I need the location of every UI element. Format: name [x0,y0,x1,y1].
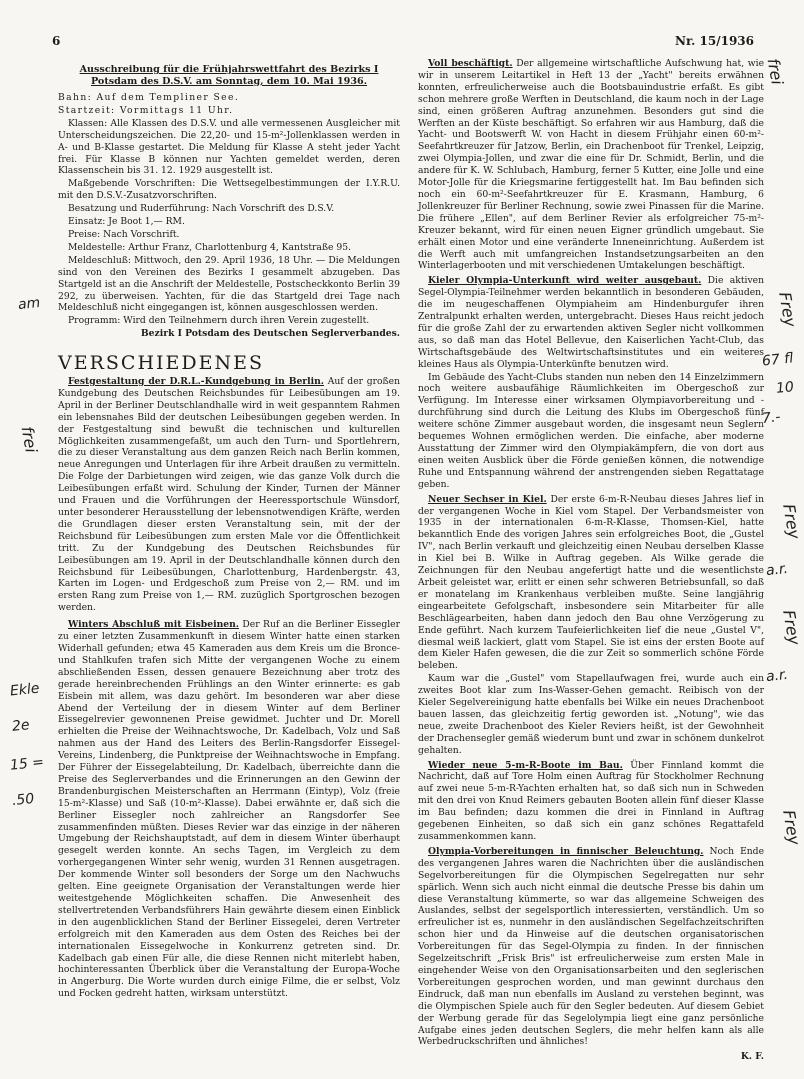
article-drl-text: Auf der großen Kundgebung des Deutschen Reichsbundes für Leibesübungen am 19. April in der Berliner Deutschlandhalle wird in weit gespanntem Rahmen ein lebensnahes Bild der deutschen Leibesübungen gegeben werden. In der Festgestaltung sind bewußt die technischen und kulturellen Möglichkeiten zusammengefaßt, um auch den Turn- und Sportlehrern, die zu dieser Veranstaltung aus dem ganzen Reich nach Berlin kommen, neue Anregungen und Unterlagen für ihre Arbeit draußen zu vermitteln. Die Folge der Darbietungen wird zeigen, wie das ganze Volk durch die Leibesübungen erfaßt wird. Schulung der Kinder, Turnen der Männer und Frauen und die Vorführungen der Heeressportschule Wünsdorf, unter besonderer Herausstellung der lebensnotwendigen Kräfte, werden die Grundlagen dieser ersten Veranstaltung sein, mit der der Reichsbund für Leibesübungen zum ersten Male vor die Öffentlichkeit tritt. Zu der Kundgebung des Deutschen Reichsbundes für Leibesübungen am 19. April in der Deutschlandhalle können durch den Reichsbund für Leibesübungen, Charlottenburg, Hardenbergstr. 43, Karten im Logen- und Erdgeschoß zum Preise von 2,— RM. und im ersten Rang zum Preise von 1,— RM. zuzüglich Sportgroschen bezogen werden. [58,376,400,614]
article-voll-title: Voll beschäftigt. [428,58,513,69]
handwriting-frey-2: Frey [779,502,804,541]
handwriting-frei-top: frei [763,56,787,87]
handwriting-left-4: .50 [11,790,36,810]
notice-meldeschluss: Meldeschluß: Mittwoch, den 29. April 1936, 18 Uhr. — Die Meldungen sind von den Vereinen des Bezirks I gesammelt abzugeben. Das Startgeld ist an die Anschrift der Meldestelle, Postscheckkonto Berlin 39 292, zu überweisen. Yachten, für die das Startgeld drei Tage nach Meldeschluß nicht eingegangen ist, können ausgeschlossen werden. [58,254,400,314]
handwriting-frey-1b: 67 fl [761,350,795,370]
article-olympia-text: Noch Ende des vergangenen Jahres waren die Nachrichten über die ausländischen Segelvorbereitungen für die Olympischen Segelregatten nur sehr spärlich. Wenn sich auch nicht einmal die deutsche Presse bis dahin um diese Veranstaltung kümmerte, so war das allgemeine Schweigen des Auslandes, selbst der segelsportlich interessierten, verständlich. Um so erfreulicher ist es, nunmehr in den ausländischen Segelfachzeitschriften schon hier und da Hinweise auf die deutschen organisatorischen Vorbereitungen für das Segel-Olympia zu finden. In der finnischen Segelzeitschrift „Frisk Bris" ist erfreulicherweise zum ersten Male in eingehender Weise von den Organisationsarbeiten und den seglerischen Vorbereitungen gesprochen worden, und man gewinnt durchaus den Eindruck, daß man nun ebenfalls im Ausland zu verstehen beginnt, was die Olympischen Spiele auch für den Segler bedeuten. Auf diesem Gebiet der Werbung gerade für das Segelolympia liegt eine ganz persönliche Aufgabe eines jeden deutschen Seglers, die mehr helfen kann als alle Werbedruckschriften und ähnliches! [418,845,765,1048]
article-kiel [418,275,764,370]
article-drl [58,376,400,614]
article-kiel-text: Die aktiven Segel-Olympia-Teilnehmer werden bekanntlich in besonderen Gebäuden, die im neugeschaffenen Olympiaheim am Hindenburgufer ihren Zentralpunkt erhalten werden, untergebracht. Dieses Haus reicht jedoch für die große Zahl der zu erwartenden aktiven Segler nicht vollkommen aus, so daß man das Hotel Bellevue, den Kaiserlichen Yacht-Club, das Wirtschaftsgebäude des Weltwirtschaftsinstitutes und ein weiteres kleines Haus als Olympia-Unterkünfte benutzen wird. [418,275,765,370]
notice-bahn: Bahn: Auf dem Templiner See. [58,92,240,103]
article-kiel-title: Kieler Olympia-Unterkunft wird weiter ausgebaut. [428,275,702,287]
issue-number: Nr. 15/1936 [674,34,754,48]
notice-title: Ausschreibung für die Frühjahrswettfahrt des Bezirks I Potsdam des D.S.V. am Sonntag, dem 10. Mai 1936. [79,64,379,87]
article-winter-title: Winters Abschluß mit Eisbeinen. [68,619,239,631]
handwriting-left-2: 2e [11,717,31,735]
left-column [58,58,400,1001]
article-olympia-title: Olympia-Vorbereitungen in finnischer Beleuchtung. [428,845,704,857]
handwriting-frey-1: Frey [775,290,800,329]
notice-startzeit: Startzeit: Vormittags 11 Uhr. [58,104,234,116]
handwriting-left-3: 15 = [9,754,45,774]
article-sechser-title: Neuer Sechser in Kiel. [428,493,547,505]
handwriting-frey-2b: a.r. [765,560,789,580]
article-drl-title: Festgestaltung der D.R.L.-Kundgebung in Berlin. [68,376,325,388]
right-column [418,58,764,1063]
handwriting-frei-mid: frei [17,424,41,455]
notice-vorschriften: Maßgebende Vorschriften: Die Wettsegelbestimmungen der I.Y.R.U. mit den D.S.V.-Zusatzvorschriften. [58,178,400,202]
section-title: VERSCHIEDENES [58,352,265,375]
notice-preise: Preise: Nach Vorschrift. [68,228,180,240]
handwriting-frey-1d: 7.- [761,409,782,427]
article-5m-text: Über Finnland kommt die Nachricht, daß auf Tore Holm einen Auftrag für Stockholmer Rechnung auf zwei neue 5-m-R-Yachten erhalten hat, so daß sich nun in Schweden mit den drei von Knud Reimers gebauten Booten allein fünf dieser Klasse im Bau befinden; dazu kommen die drei in Finnland in Auftrag gegebenen Einheiten, so daß sich ein ganz schönes Regattafeld zusammenkommen kann. [418,759,764,842]
handwriting-frey-1c: 10 [775,379,795,397]
handwriting-frey-3: Frey [779,608,804,647]
article-voll [418,58,764,272]
page-number: 6 [52,34,61,48]
article-olympia [418,846,764,1048]
handwriting-am: am [17,294,41,314]
handwriting-frey-3b: a.r. [765,666,789,686]
article-5m-title: Wieder neue 5-m-R-Boote im Bau. [428,759,623,771]
article-voll-text: Der allgemeine wirtschaftliche Aufschwung hat, wie wir in unserem Leitartikel in Heft 13 der „Yacht" bereits erwähnen konnten, erfreulicherweise auch die Bootsbauindustrie erfaßt. Es gibt schon mehrere große Werften in Deutschland, die kaum noch in der Lage sind, einen größeren Auftrag anzunehmen. Besonders gut sind die Werften an der Küste beschäftigt. So erfahren wir aus Hamburg, daß die Yacht- und Bootswerft W. von Hacht in diesem Frühjahr einen 60-m²-Seefahrtkreuzer für Jatzow, Berlin, ein Drachenboot für Trenkel, Leipzig, zwei Olympia-Jollen, und zwar die eine für Dr. Schmidt, Berlin, und die andere für K. W. Schlubach, Hamburg, ferner 5 Kutter, eine Jolle und eine Motor-Jolle für die Kriegsmarine fertiggestellt hat. Im Bau befinden sich noch ein 60-m²-Seefahrtkreuzer für E. Krasmann, Hamburg, 6 Jollenkreuzer für Berliner Rechnung, sowie zwei Pinassen für die Marine. Die frühere „Ellen", auf dem Berliner Revier als erfolgreicher 75-m²-Kreuzer bekannt, wird für einen neuen Eigner gründlich umgebaut. Sie erhält einen Motor und eine veränderte Inneneinrichtung. Außerdem ist die Werft auch mit umfangreichen Instandsetzungsarbeiten an den Winterlagerbooten und mit verschiedenen Umtakelungen beschäftigt. [418,58,765,272]
article-winter [58,619,400,1000]
notice-meldestelle: Meldestelle: Arthur Franz, Charlottenburg 4, Kantstraße 95. [68,241,352,253]
article-sechser-text: Der erste 6-m-R-Neubau dieses Jahres lief in der vergangenen Woche in Kiel vom Stapel. Der Verbandsmeister von 1935 in der internationalen 6-m-R-Klasse, Thomsen-Kiel, hatte bekanntlich Ende des vorigen Jahres sein erfolgreiches Boot, die „Gustel IV", nach Berlin verkauft und gleichzeitig einen Neubau derselben Klasse in Kiel bei B. Wilke in Auftrag gegeben. Als Wilke gerade die Zeichnungen für den Neubau angefertigt hatte und die wesentlichste Arbeit geleistet war, erlitt er einen sehr schweren Betriebsunfall, so daß er monatelang im Krankenhaus verbleiben mußte. Seine langjährig eingearbeitete Gefolgschaft, insbesondere sein Mitarbeiter für alle Beschlägearbeiten, haben dann jedoch den Bau ohne Verzögerung zu Ende geführt. Nach kurzem Taufeierlichkeiten lief die neue „Gustel V", diesmal weiß lackiert, glatt vom Stapel. Sie ist eins der ersten Boote auf dem Kieler Hafen gewesen, die die zur Zeit so sommerlich schöne Förde beleben. [418,493,764,672]
article-signature: K. F. [740,1051,764,1063]
notice-besatzung: Besatzung und Ruderführung: Nach Vorschrift des D.S.V. [68,203,335,215]
notice-klassen: Klassen: Alle Klassen des D.S.V. und alle vermessenen Ausgleicher mit Unterscheidungszeichen. Die 22,20- und 15-m²-Jollenklassen werden in A- und B-Klasse gestartet. Die Meldung für Klasse A steht jeder Yacht frei. Für Klasse B können nur Yachten gemeldet werden, deren Klassenschein bis 31. 12. 1929 ausgestellt ist. [58,117,400,177]
article-5m [418,760,764,843]
article-gustel: Kaum war die „Gustel" vom Stapellaufwagen frei, wurde auch ein zweites Boot klar zum Ins-Wasser-Gehen gemacht. Reibisch von der Kieler Segelvereinigung hatte ebenfalls bei Wilke ein neues Drachenboot bauen lassen, das gleichzeitig fertig geworden ist. „Notung", wie das neue, zweite Drachenboot des Kieler Reviers heißt, ist der Gewohnheit der Drachensegler gemäß wiederum bunt und zwar in schönem dunkelrot gehalten. [418,673,764,756]
article-winter-text: Der Ruf an die Berliner Eissegler zu einer letzten Zusammenkunft in diesem Winter hatte einen starken Widerhall gefunden; etwa 45 Kameraden aus dem Kreis um die Bronce- und Stahlkufen trafen sich Mitte der vergangenen Woche zu einem abschließenden Essen, dessen genauere Bezeichnung aber trotz des gerade hereinbrechenden Frühlings an den Winter erinnerte: es gab Eisbein mit allem, was dazu gehört. Im besonderen war aber diese Abend der Verteilung der in diesem Winter auf dem Berliner Eissegelrevier gewonnenen Preise gewidmet. Juchter und Dr. Morell erhielten die Preise der Weihnachtswoche, Dr. Kadelbach, Volz und Saß nahmen aus der Hand des Leiters des Berlin-Rangsdorfer Eissegel-Vereins, Lindenberg, die Punktpreise der Weihnachtswoche in Empfang. Der Führer der Eissegelabteilung, Dr. Kadelbach, überreichte dann die Preise des Seglerverbandes und die Erinnerungen an den Gewinn der Brandenburgischen Meisterschaften an Herrmann (Eintyp), Volz (freie 15-m²-Klasse) und Saß (10-m²-Klasse). Dabei erwähnte er, daß sich die Berliner Eissegler noch zahlreicher an Rangsdorfer See zusammenfinden müßten. Dieses Revier war das einzige in der näheren Umgebung der Reichshauptstadt, auf dem in diesem Winter überhaupt gesegelt werden konnte. An sechs Tagen, im Vergleich zu dem vorhergegangenen Winter sehr wenig, wurden 31 Rennen ausgetragen. Der kommende Winter soll besonders der Sorge um den Nachwuchs gelten. Eine geeignete Organisation der Veranstaltungen werde hier weitestgehende Möglichkeiten schaffen. Die Anwesenheit des stellvertretenden Verbandsführers Hain gewährte diesem einen Einblick in den augenblicklichen Stand der Berliner Eissegelei, deren Vertreter erfolgreich mit den Kameraden aus dem Osten des Reiches bei der internationalen Eissegelwoche in Konkurrenz getreten sind. Dr. Kadelbach gab einen Für alle, die diese Rennen nicht miterlebt haben, hochinteressanten Überblick über die Veranstaltung der Europa-Woche in Angerburg. Die Worte wurden durch einige Filme, die er selbst, Volz und Focken gedreht hatten, wirksam unterstützt. [58,619,400,1000]
handwriting-frey-4: Frey [779,808,804,847]
notice-programm: Programm: Wird den Teilnehmern durch ihren Verein zugestellt. [68,315,370,327]
notice-einsatz: Einsatz: Je Boot 1,— RM. [68,216,185,228]
notice-signature: Bezirk I Potsdam des Deutschen Seglerverbandes. [140,328,400,340]
article-sechser [418,494,764,673]
article-kiel-2: Im Gebäude des Yacht-Clubs standen nun neben den 14 Einzelzimmern noch weitere ausbaufähige Räumlichkeiten im Obergeschoß zur Verfügung. Im Interesse einer wirksamen Olympiavorbereitung und -durchführung sind durch die Leitung des Klubs im Obergeschoß fünf weitere schöne Zimmer ausgebaut worden, die insgesamt neun Seglern bequemes Wohnen ermöglichen werden. Die einfache, aber moderne Ausstattung der Zimmer wird den Olympiakämpfern, die von dort aus einen weiten Ausblick über die Förde genießen können, die notwendige Ruhe und Entspannung während der anstrengenden sieben Regattatage geben. [418,371,764,490]
handwriting-left-1: Ekle [9,680,41,700]
